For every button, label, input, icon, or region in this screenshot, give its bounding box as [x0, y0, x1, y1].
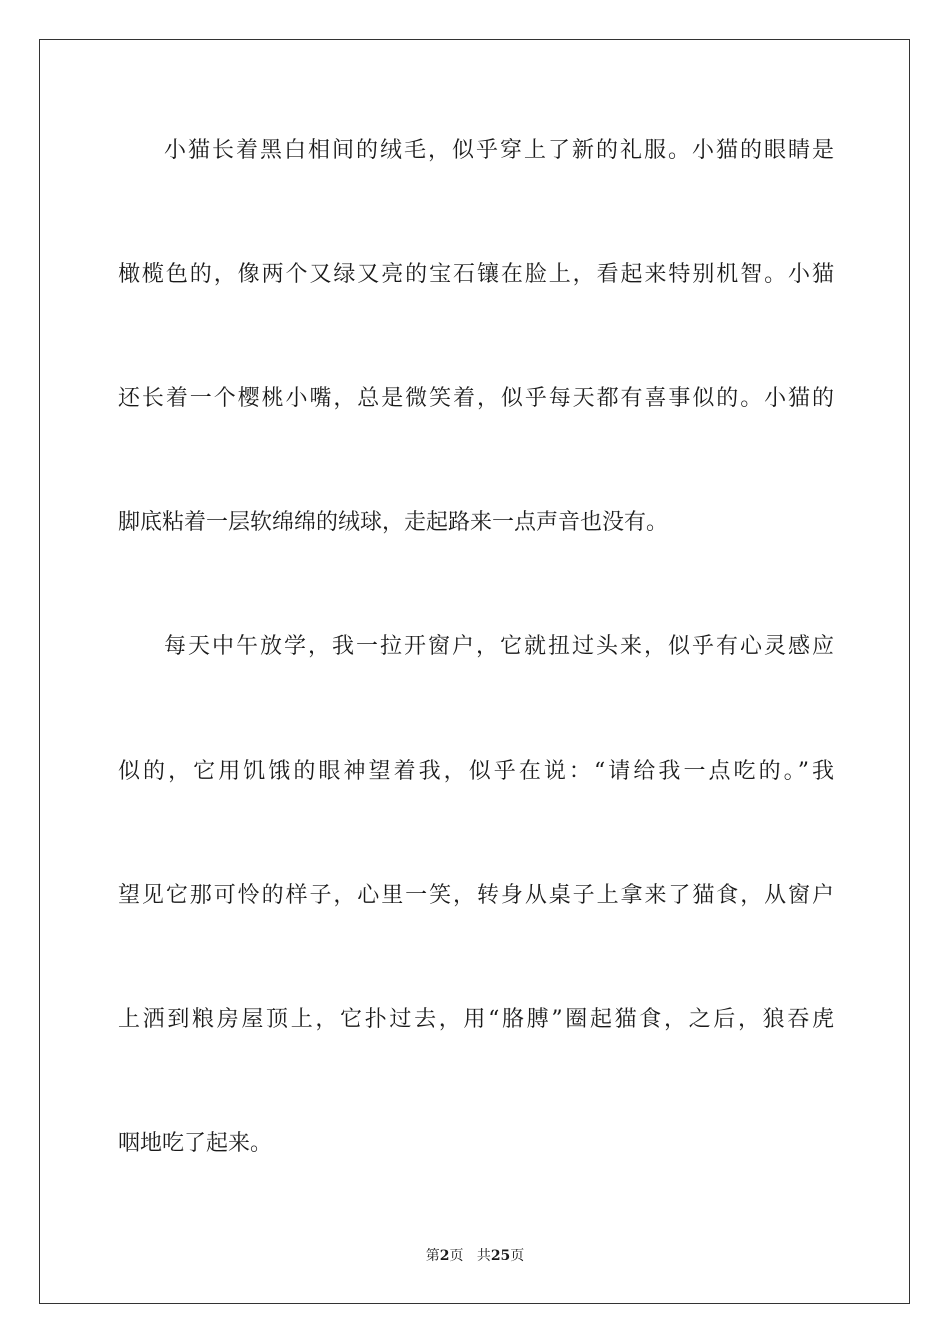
paragraph-2-line-5: 咽地吃了起来。	[118, 1131, 273, 1156]
total-prefix: 共	[476, 1248, 491, 1264]
paragraph-1-line-1: 小猫长着黑白相间的绒毛，似乎穿上了新的礼服。小猫的眼睛是	[164, 138, 834, 163]
paragraph-2-line-2: 似的，它用饥饿的眼神望着我，似乎在说：“请给我一点吃的。”我	[118, 759, 834, 784]
paragraph-1-line-2: 橄榄色的，像两个又绿又亮的宝石镶在脸上，看起来特别机智。小猫	[118, 262, 834, 287]
paragraph-2-line-4: 上洒到粮房屋顶上，它扑过去，用“胳膊”圈起猫食，之后，狼吞虎	[118, 1007, 834, 1032]
paragraph-1-line-4: 脚底粘着一层软绵绵的绒球，走起路来一点声音也没有。	[118, 510, 669, 535]
paragraph-2-line-3: 望见它那可怜的样子，心里一笑，转身从桌子上拿来了猫食，从窗户	[118, 883, 834, 908]
page-border	[39, 39, 910, 1304]
page-suffix: 页	[449, 1248, 464, 1264]
page-number: 2	[439, 1248, 450, 1264]
page-prefix: 第	[425, 1248, 440, 1264]
total-suffix: 页	[510, 1248, 525, 1264]
total-pages: 25	[490, 1248, 511, 1264]
page-footer	[0, 1246, 950, 1266]
paragraph-2-line-1: 每天中午放学，我一拉开窗户，它就扭过头来，似乎有心灵感应	[164, 634, 834, 659]
paragraph-1-line-3: 还长着一个樱桃小嘴，总是微笑着，似乎每天都有喜事似的。小猫的	[118, 386, 834, 411]
